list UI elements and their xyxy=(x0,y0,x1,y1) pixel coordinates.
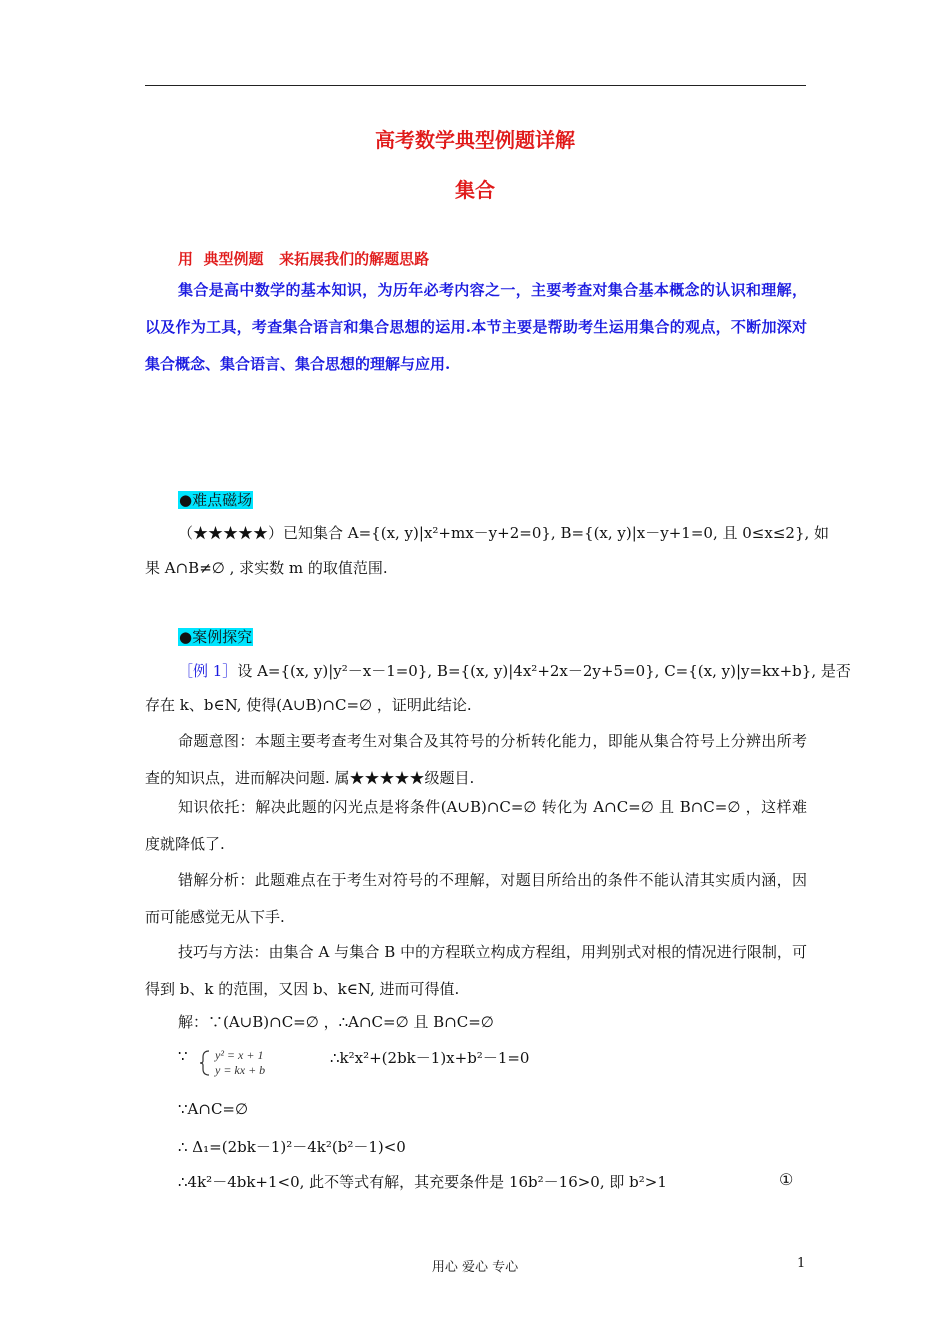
section-tag-cases-label: ●案例探究 xyxy=(179,628,253,646)
section-tag-difficulty-label: ●难点磁场 xyxy=(179,491,253,509)
intent-paragraph: 命题意图：本题主要考查考生对集合及其符号的分析转化能力，即能从集合符号上分辨出所考查的知识点，进而解决问题. 属★★★★★级题目. xyxy=(145,732,807,787)
intro-heading: 用 典型例题 来拓展我们的解题思路 xyxy=(178,250,430,268)
solution-line-2-prefix: ∵ xyxy=(178,1047,188,1065)
document-subtitle: 集合 xyxy=(455,178,495,202)
equation-marker: ① xyxy=(779,1170,794,1189)
method-paragraph: 技巧与方法：由集合 A 与集合 B 中的方程联立构成方程组，用判别式对根的情况进行限制，可得到 b、k 的范围，又因 b、k∈N, 进而可得值. xyxy=(145,943,807,998)
section-tag-difficulty xyxy=(178,489,253,510)
example-label: ［例 1］ xyxy=(178,662,238,680)
solution-line-3: ∵A∩C=∅ xyxy=(178,1100,249,1118)
error-analysis-paragraph: 错解分析：此题难点在于考生对符号的不理解，对题目所给出的条件不能认清其实质内涵，因而可能感觉无从下手. xyxy=(145,871,807,926)
solution-line-1: 解：∵(A∪B)∩C=∅ ，∴A∩C=∅ 且 B∩C=∅ xyxy=(178,1013,494,1031)
solution-line-4: ∴ Δ₁=(2bk－1)²－4k²(b²－1)<0 xyxy=(178,1138,406,1156)
solution-line-2-equation: ∴k²x²+(2bk－1)x+b²－1=0 xyxy=(330,1049,530,1067)
svg-text:y² = x + 1: y² = x + 1 xyxy=(215,1048,264,1062)
document-title: 高考数学典型例题详解 xyxy=(375,128,575,152)
page-number: 1 xyxy=(797,1256,806,1271)
header-rule xyxy=(145,85,806,86)
problem-line-1: （★★★★★）已知集合 A={(x, y)|x²+mx－y+2=0}, B={(x, y)|x－y+1=0, 且 0≤x≤2}, 如 xyxy=(178,524,830,542)
example-line-1 xyxy=(178,660,851,681)
example-statement-1: 设 A={(x, y)|y²－x－1=0}, B={(x, y)|4x²+2x－2y+5=0}, C={(x, y)|y=kx+b}, 是否 xyxy=(237,662,851,680)
page-footer: 用心 爱心 专心 xyxy=(431,1260,519,1275)
intro-paragraph: 集合是高中数学的基本知识，为历年必考内容之一，主要考查对集合基本概念的认识和理解，以及作为工具，考查集合语言和集合思想的运用.本节主要是帮助考生运用集合的观点，不断加深对集合概念、集合语言、集合思想的理解与应用. xyxy=(145,281,807,373)
section-tag-cases xyxy=(178,626,253,647)
equation-system-brace xyxy=(197,1048,315,1078)
knowledge-paragraph: 知识依托：解决此题的闪光点是将条件(A∪B)∩C=∅ 转化为 A∩C=∅ 且 B∩C=∅ ，这样难度就降低了. xyxy=(145,798,807,853)
svg-text:y = kx + b: y = kx + b xyxy=(215,1063,266,1077)
example-line-2: 存在 k、b∈N, 使得(A∪B)∩C=∅ ，证明此结论. xyxy=(145,696,472,714)
solution-line-5: ∴4k²－4bk+1<0, 此不等式有解，其充要条件是 16b²－16>0, 即 b²>1 xyxy=(178,1173,667,1191)
problem-line-2: 果 A∩B≠∅ , 求实数 m 的取值范围. xyxy=(145,559,388,577)
